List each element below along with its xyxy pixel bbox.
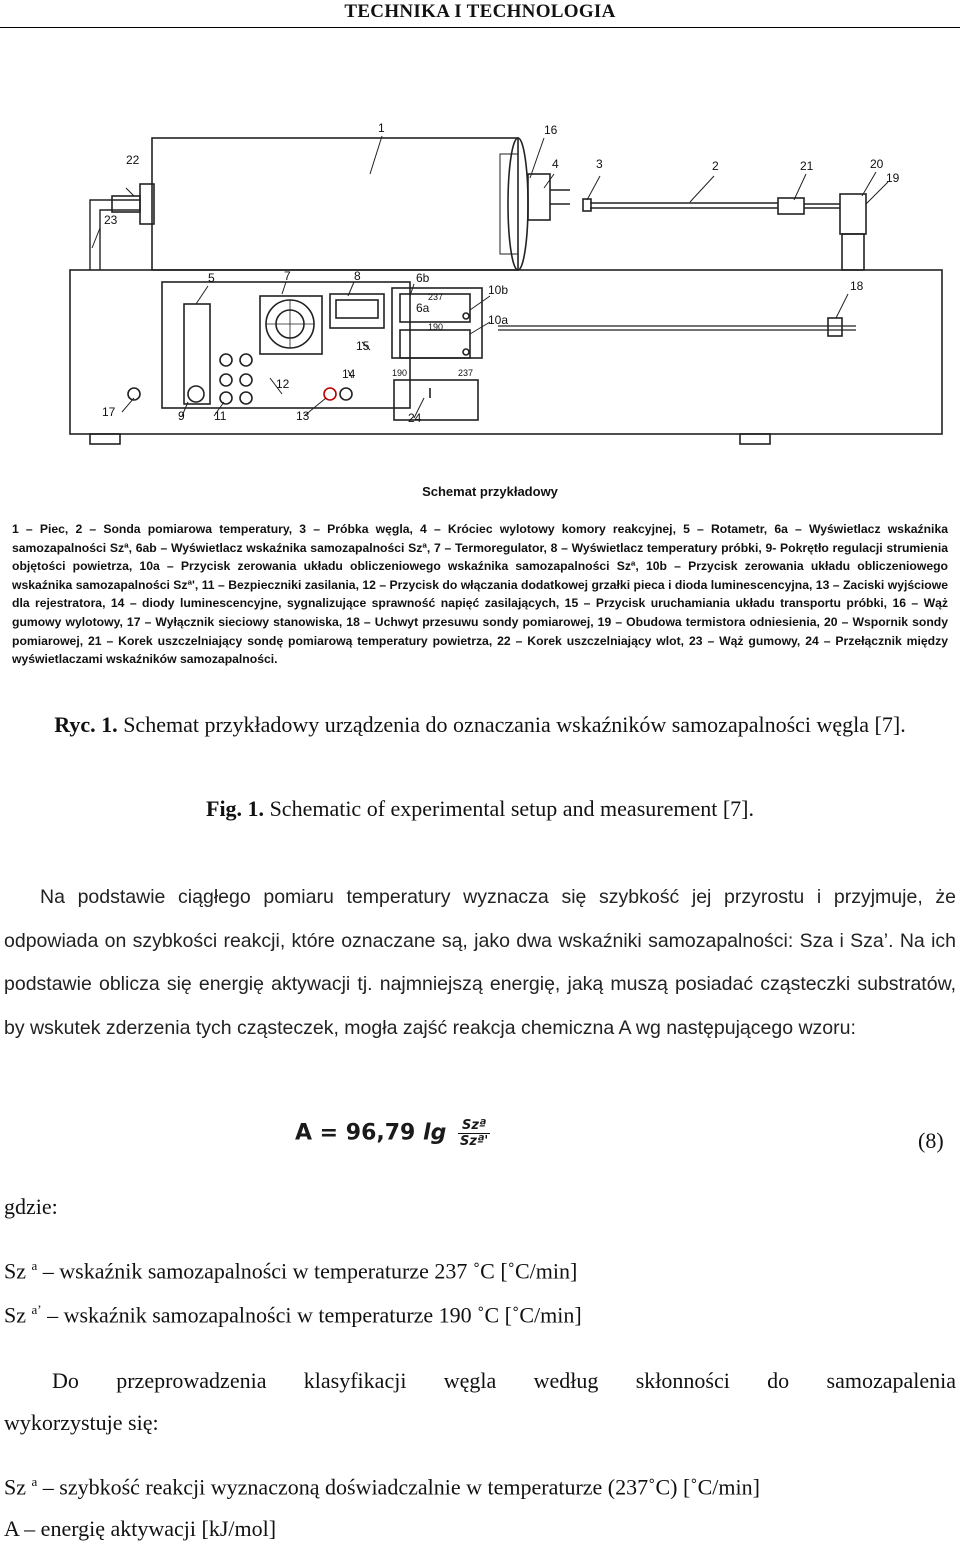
label-13: 13 <box>296 409 310 423</box>
label-11: 11 <box>214 409 227 423</box>
formula-8 <box>295 1118 490 1149</box>
label-10a: 10a <box>488 313 509 327</box>
paragraph-2-line-1: Do przeprowadzenia klasyfikacji węgla według skłonności do samozapalenia <box>52 1368 956 1393</box>
definition-reaction-rate <box>4 1474 760 1500</box>
thermoregulator <box>260 296 322 354</box>
label-15: 15 <box>356 339 370 353</box>
outlet-4 <box>528 174 550 220</box>
label-16: 16 <box>544 123 558 137</box>
running-header: TECHNIKA I TECHNOLOGIA <box>344 1 616 22</box>
furnace <box>152 138 518 270</box>
label-7: 7 <box>284 269 291 283</box>
label-10b: 10b <box>488 283 509 297</box>
def2-symbol: Sz <box>4 1302 26 1328</box>
def3-symbol: Sz <box>4 1474 26 1500</box>
label-6b: 6b <box>416 271 430 285</box>
caption-en-text: Schematic of experimental setup and measurement [7]. <box>269 796 754 821</box>
display-8 <box>330 294 384 328</box>
label-2: 2 <box>712 159 719 173</box>
def2-text: – wskaźnik samozapalności w temperaturze 190 ˚C [˚C/min] <box>47 1302 582 1328</box>
paragraph-1-text: Na podstawie ciągłego pomiaru temperatury wyznacza się szybkość jej przyrostu i przyjmuje, że odpowiada on szybkości reakcji, które oznaczane są, jako dwa wskaźniki samozapalności: Sza i Sza’. Na ich podstawie oblicza się energię aktywacji tj. najmniejszą energię, jaką muszą posiadać cząsteczki substratów, by wskutek zderzenia tych cząsteczek, mogła zajść reakcja chemiczna A wg następującego wzoru: <box>4 886 956 1039</box>
label-12: 12 <box>276 377 290 391</box>
def2-sup: a’ <box>31 1302 42 1317</box>
figure-legend: 1 – Piec, 2 – Sonda pomiarowa temperatury, 3 – Próbka węgla, 4 – Króciec wylotowy komory reakcyjnej, 5 – Rotametr, 6a – Wyświetlacz wskaźnika samozapalności Szª, 6ab – Wyświetlacz wskaźnika samozapalności Szª, 7 – Termoregulator, 8 – Wyświetlacz temperatury próbki, 9- Pokrętło regulacji strumienia objętości powietrza, 10a – Przycisk zerowania układu obliczeniowego wskaźnika samozapalności Szª, 10b – Przycisk zerowania układu obliczeniowego wskaźnika samozapalności Szª', 11 – Bezpieczniki zasilania, 12 – Przycisk do włączania dodatkowej grzałki pieca i dioda luminescencyjna, 13 – Zaciski wyjściowe dla rejestratora, 14 – diody luminescencyjne, sygnalizujące sprawność napięć zasilających, 15 – Przycisk uruchamiania układu transportu próbki, 16 – Wąż gumowy wylotowy, 17 – Wyłącznik sieciowy stanowiska, 18 – Uchwyt przesuwu sondy pomiarowej, 19 – Obudowa termistora odniesienia, 20 – Wspornik sondy pomiarowej, 21 – Korek uszczelniający sondę pomiarową temperatury powietrza, 22 – Korek uszczelniający wlot, 23 – Wąż gumowy, 24 – Przełącznik między wyświetlaczami wskaźników samozapalności. <box>12 522 948 667</box>
header-rule <box>0 27 960 28</box>
label-190-top: 190 <box>428 322 444 332</box>
label-19: 19 <box>886 171 900 185</box>
label-237-bottom: 237 <box>458 368 474 378</box>
label-22: 22 <box>126 153 140 167</box>
formula-lhs: A = 96,79 <box>295 1120 416 1146</box>
label-3: 3 <box>596 157 603 171</box>
label-24: 24 <box>408 411 422 425</box>
definition-activation-energy: A – energię aktywacji [kJ/mol] <box>4 1516 277 1541</box>
caption-pl-text: Schemat przykładowy urządzenia do oznaczania wskaźników samozapalności węgla [7]. <box>123 712 906 737</box>
apparatus-figure <box>12 98 950 700</box>
label-4: 4 <box>552 157 559 171</box>
caption-en-label: Fig. 1. <box>206 796 265 821</box>
label-190-bottom: 190 <box>392 368 408 378</box>
label-17: 17 <box>102 405 116 419</box>
formula-denominator: Szª' <box>460 1134 489 1149</box>
switch-24 <box>394 380 478 420</box>
label-6a: 6a <box>416 301 430 315</box>
def1-sup: a <box>31 1258 38 1273</box>
caption-pl-label: Ryc. 1. <box>54 712 118 737</box>
probe-rod <box>590 203 778 208</box>
label-237-top: 237 <box>428 292 444 302</box>
formula-numerator: Szª <box>458 1118 490 1134</box>
label-21: 21 <box>800 159 814 173</box>
probe-bracket <box>840 194 866 234</box>
definition-sza-prime <box>4 1302 582 1328</box>
caption-pl <box>12 708 948 742</box>
label-18: 18 <box>850 279 864 293</box>
paragraph-1 <box>4 876 956 1050</box>
label-1: 1 <box>378 121 385 135</box>
def1-symbol: Sz <box>4 1258 26 1284</box>
definition-sza <box>4 1258 577 1284</box>
paragraph-2-line-2: wykorzystuje się: <box>4 1410 159 1435</box>
rotameter <box>184 304 210 404</box>
def1-text: – wskaźnik samozapalności w temperaturze 237 ˚C [˚C/min] <box>42 1258 578 1284</box>
def3-text: – szybkość reakcji wyznaczoną doświadczalnie w temperaturze (237˚C) [˚C/min] <box>42 1474 760 1500</box>
label-23: 23 <box>104 213 118 227</box>
label-9: 9 <box>178 409 185 423</box>
equation-number: (8) <box>918 1128 944 1153</box>
label-14: 14 <box>342 367 356 381</box>
formula-lg: lg <box>423 1120 447 1146</box>
formula-fraction <box>458 1118 490 1149</box>
label-5: 5 <box>208 271 215 285</box>
caption-en <box>0 794 960 824</box>
label-8: 8 <box>354 269 361 283</box>
label-20: 20 <box>870 157 884 171</box>
def3-sup: a <box>31 1474 38 1489</box>
diagram-title: Schemat przykładowy <box>422 484 558 499</box>
gdzie-label: gdzie: <box>4 1194 58 1219</box>
apparatus-schematic <box>30 98 950 478</box>
